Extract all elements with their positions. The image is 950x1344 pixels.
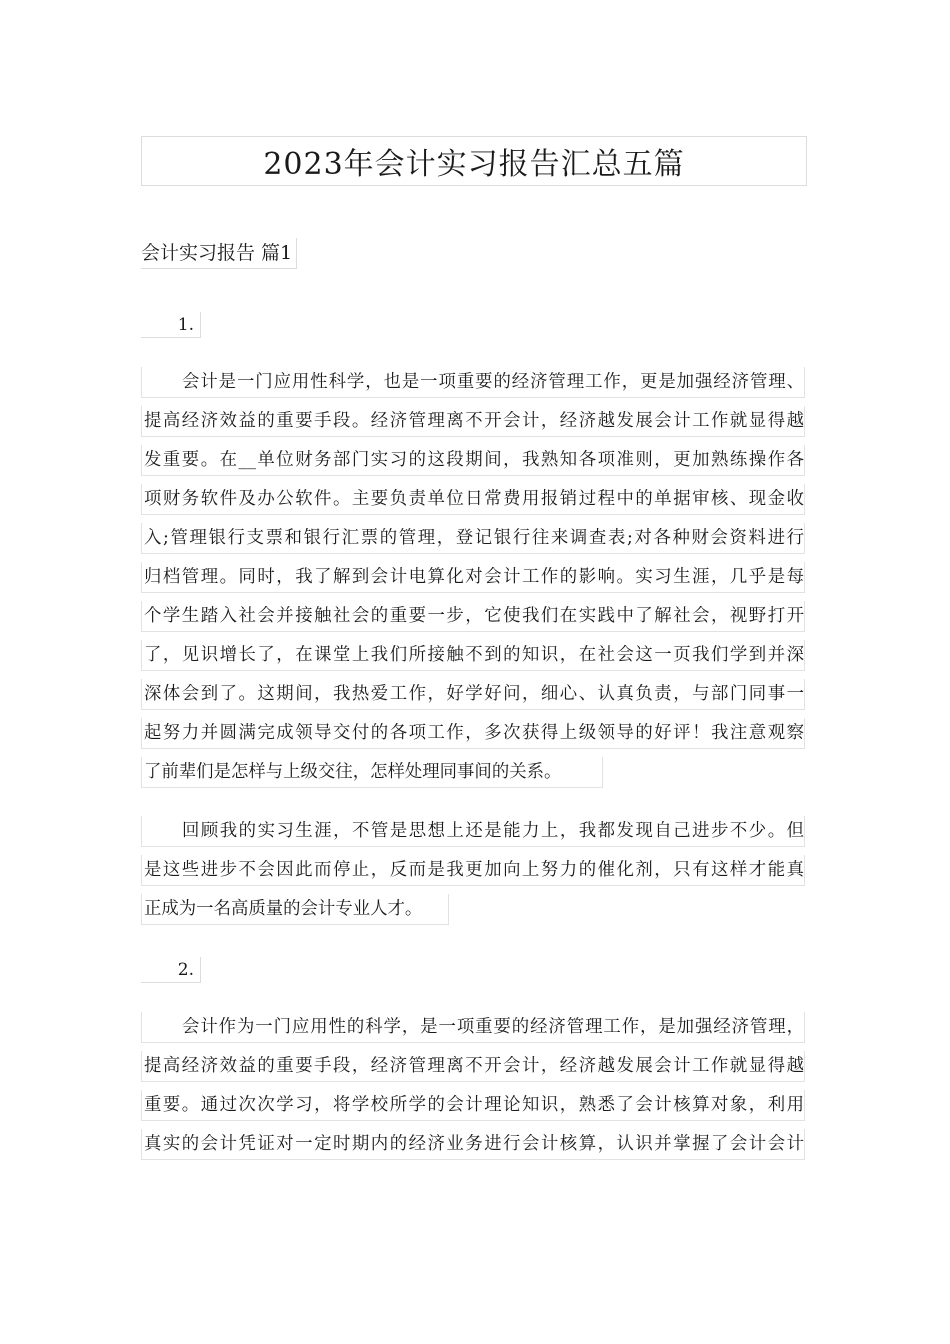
paragraph-line: 发重要。在__单位财务部门实习的这段期间，我熟知各项准则，更加熟练操作各 — [141, 445, 805, 476]
paragraph-line: 正成为一名高质量的会计专业人才。 — [141, 894, 449, 925]
paragraph-line: 是这些进步不会因此而停止，反而是我更加向上努力的催化剂，只有这样才能真 — [141, 855, 805, 886]
paragraph-line: 个学生踏入社会并接触社会的重要一步，它使我们在实践中了解社会，视野打开 — [141, 601, 805, 632]
paragraph-line: 提高经济效益的重要手段。经济管理离不开会计，经济越发展会计工作就显得越 — [141, 406, 805, 437]
paragraph-line: 入;管理银行支票和银行汇票的管理，登记银行往来调查表;对各种财会资料进行 — [141, 523, 805, 554]
item-number-2: 2. — [141, 957, 201, 983]
document-title: 2023年会计实习报告汇总五篇 — [141, 136, 807, 186]
paragraph-line: 真实的会计凭证对一定时期内的经济业务进行会计核算，认识并掌握了会计会计 — [141, 1129, 805, 1160]
item-number-1: 1. — [141, 312, 201, 338]
paragraph-line: 了，见识增长了，在课堂上我们所接触不到的知识，在社会这一页我们学到并深 — [141, 640, 805, 671]
paragraph-line: 提高经济效益的重要手段，经济管理离不开会计，经济越发展会计工作就显得越 — [141, 1051, 805, 1082]
section-heading: 会计实习报告 篇1 — [141, 238, 297, 269]
paragraph-line: 深体会到了。这期间，我热爱工作，好学好问，细心、认真负责，与部门同事一 — [141, 679, 805, 710]
paragraph-line: 回顾我的实习生涯，不管是思想上还是能力上，我都发现自己进步不少。但 — [141, 816, 805, 847]
paragraph-line: 重要。通过次次学习，将学校所学的会计理论知识，熟悉了会计核算对象，利用 — [141, 1090, 805, 1121]
paragraph-line: 归档管理。同时，我了解到会计电算化对会计工作的影响。实习生涯，几乎是每 — [141, 562, 805, 593]
paragraph-line: 会计作为一门应用性的科学，是一项重要的经济管理工作，是加强经济管理， — [141, 1012, 805, 1043]
paragraph-line: 会计是一门应用性科学，也是一项重要的经济管理工作，更是加强经济管理、 — [141, 367, 805, 398]
paragraph-line: 项财务软件及办公软件。主要负责单位日常费用报销过程中的单据审核、现金收 — [141, 484, 805, 515]
paragraph-line: 了前辈们是怎样与上级交往，怎样处理同事间的关系。 — [141, 757, 603, 788]
paragraph-line: 起努力并圆满完成领导交付的各项工作，多次获得上级领导的好评！我注意观察 — [141, 718, 805, 749]
